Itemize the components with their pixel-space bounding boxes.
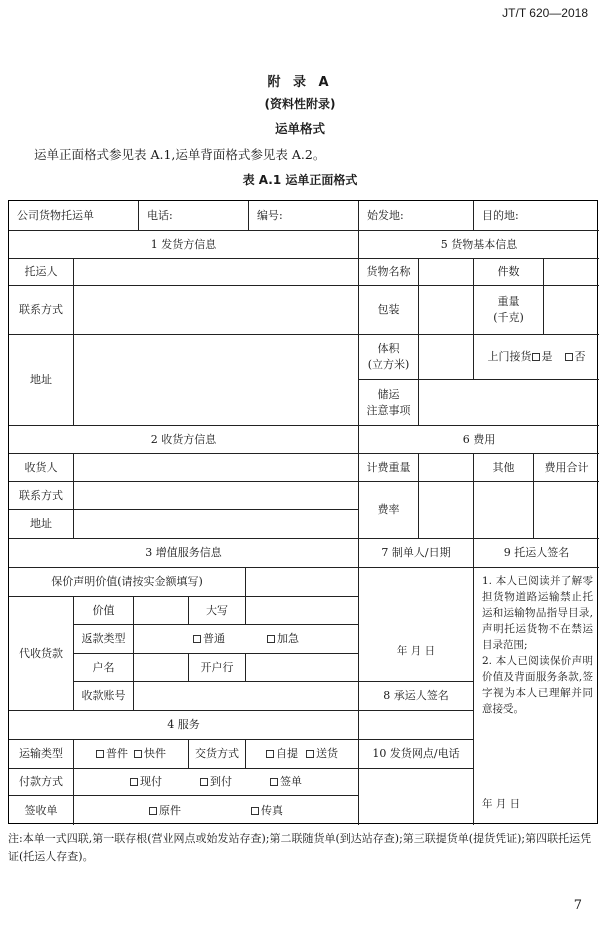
account-name-field[interactable] xyxy=(134,654,189,682)
section-shipper-signature: 9 托运人签名 xyxy=(474,539,599,568)
weight-field[interactable] xyxy=(544,286,599,335)
pickup-no-option[interactable] xyxy=(565,349,586,365)
checkbox-icon[interactable] xyxy=(130,778,138,786)
declaration-2: 2. 本人已阅读保价声明价值及背面服务条款,签字视为本人已理解并同意接受。 xyxy=(482,654,593,715)
section-value-added: 3 增值服务信息 xyxy=(9,539,359,568)
account-no-field[interactable] xyxy=(134,682,359,711)
cash-label: 现付 xyxy=(140,775,162,789)
phone-cell[interactable]: 电话: xyxy=(139,201,249,231)
insured-value-label: 保价声明价值(请按实金额填写) xyxy=(9,568,246,597)
weight-unit: (千克) xyxy=(493,311,524,324)
shipper-label: 托运人 xyxy=(9,259,74,286)
checkbox-icon[interactable] xyxy=(532,353,540,361)
on-arrival-option[interactable] xyxy=(200,774,232,790)
refund-type-options xyxy=(134,625,359,654)
company-cell: 公司货物托运单 xyxy=(9,201,139,231)
rate-label: 费率 xyxy=(359,482,419,539)
standard-code: JT/T 620—2018 xyxy=(502,6,588,20)
packing-label: 包装 xyxy=(359,286,419,335)
checkbox-icon[interactable] xyxy=(266,750,274,758)
goods-name-field[interactable] xyxy=(419,259,474,286)
home-delivery-label: 送货 xyxy=(316,747,338,761)
refund-type-label: 返款类型 xyxy=(74,625,134,654)
table-caption: 表 A.1 运单正面格式 xyxy=(242,173,358,187)
chargeable-weight-field[interactable] xyxy=(419,454,474,482)
packing-field[interactable] xyxy=(419,286,474,335)
receipt-options xyxy=(74,796,359,825)
origin-cell[interactable]: 始发地: xyxy=(359,201,474,231)
carrier-signature-field[interactable] xyxy=(359,711,474,740)
checkbox-icon[interactable] xyxy=(267,635,275,643)
delivery-method-options xyxy=(246,740,359,769)
consignee-address-field[interactable] xyxy=(74,510,359,539)
checkbox-icon[interactable] xyxy=(96,750,104,758)
page-number: 7 xyxy=(573,898,582,913)
cod-value-field[interactable] xyxy=(134,597,189,625)
account-name-label: 户名 xyxy=(74,654,134,682)
waybill-form-table xyxy=(8,200,598,824)
weight-text: 重量 xyxy=(497,295,520,309)
chargeable-weight-label: 计费重量 xyxy=(359,454,419,482)
transport-type-label: 运输类型 xyxy=(9,740,74,769)
express-label: 快件 xyxy=(144,747,166,761)
weight-label xyxy=(474,286,544,335)
cod-capital-field[interactable] xyxy=(246,597,359,625)
preparer-date-field[interactable]: 年 月 日 xyxy=(359,568,474,682)
shipper-field[interactable] xyxy=(74,259,359,286)
total-fee-label: 费用合计 xyxy=(534,454,599,482)
shipper-address-field[interactable] xyxy=(74,335,359,426)
checkbox-icon[interactable] xyxy=(306,750,314,758)
original-label: 原件 xyxy=(159,803,181,817)
checkbox-icon[interactable] xyxy=(200,778,208,786)
ordinary-label: 普件 xyxy=(106,747,128,761)
volume-label xyxy=(359,335,419,380)
ordinary-option[interactable] xyxy=(96,746,128,762)
section-carrier-signature: 8 承运人签名 xyxy=(359,682,474,711)
pieces-label: 件数 xyxy=(474,259,544,286)
refund-normal-label: 普通 xyxy=(203,632,225,646)
checkbox-icon[interactable] xyxy=(270,778,278,786)
self-pickup-option[interactable] xyxy=(266,746,298,762)
monthly-label: 签单 xyxy=(280,775,302,789)
table-note: 注:本单一式四联,第一联存根(营业网点或始发站存查);第二联随货单(到达站存查);第三联提货单(提货凭证);第四联托运凭证(托运人存查)。 xyxy=(8,832,592,863)
goods-name-label: 货物名称 xyxy=(359,259,419,286)
storage-text: 储运 xyxy=(377,387,400,401)
appendix-name: 运单格式 xyxy=(274,121,325,136)
checkbox-icon[interactable] xyxy=(565,353,573,361)
fax-option[interactable] xyxy=(251,803,283,819)
pickup-yes-option[interactable] xyxy=(532,349,553,365)
volume-field[interactable] xyxy=(419,335,474,380)
original-option[interactable] xyxy=(149,803,181,819)
section-service: 4 服务 xyxy=(9,711,359,740)
on-arrival-label: 到付 xyxy=(210,775,232,789)
transport-type-options xyxy=(74,740,189,769)
cash-option[interactable] xyxy=(130,774,162,790)
section-consignee-info: 2 收货方信息 xyxy=(9,426,359,454)
storage-label xyxy=(359,380,419,426)
pieces-field[interactable] xyxy=(544,259,599,286)
total-fee-field[interactable] xyxy=(534,482,599,539)
dispatch-point-field[interactable] xyxy=(359,769,474,825)
bank-field[interactable] xyxy=(246,654,359,682)
consignee-address-label: 地址 xyxy=(9,510,74,539)
checkbox-icon[interactable] xyxy=(134,750,142,758)
storage-text-2: 注意事项 xyxy=(366,403,411,417)
consignee-contact-field[interactable] xyxy=(74,482,359,510)
pickup-no-label: 否 xyxy=(574,350,586,364)
destination-cell[interactable]: 目的地: xyxy=(474,201,599,231)
declaration-1: 1. 本人已阅读并了解零担货物道路运输禁止托运和运输物品指导目录,声明托运货物不在禁运目录范围; xyxy=(482,575,593,651)
consignee-label: 收货人 xyxy=(9,454,74,482)
refund-urgent-option[interactable] xyxy=(267,631,299,647)
pickup-cell xyxy=(474,335,599,380)
checkbox-icon[interactable] xyxy=(149,807,157,815)
number-cell[interactable]: 编号: xyxy=(249,201,359,231)
refund-normal-option[interactable] xyxy=(193,631,225,647)
intro-text: 运单正面格式参见表 A.1,运单背面格式参见表 A.2。 xyxy=(34,147,326,162)
express-option[interactable] xyxy=(134,746,166,762)
section-preparer-date: 7 制单人/日期 xyxy=(359,539,474,568)
pickup-label: 上门接货 xyxy=(487,350,532,364)
consignee-contact-label: 联系方式 xyxy=(9,482,74,510)
refund-urgent-label: 加急 xyxy=(277,632,299,646)
bank-label: 开户行 xyxy=(189,654,246,682)
cod-capital-label: 大写 xyxy=(189,597,246,625)
storage-field[interactable] xyxy=(419,380,599,426)
monthly-option[interactable] xyxy=(270,774,302,790)
appendix-title: 附 录 A xyxy=(267,75,333,90)
cod-value-label: 价值 xyxy=(74,597,134,625)
other-field[interactable] xyxy=(474,482,534,539)
payment-options xyxy=(74,769,359,796)
receipt-label: 签收单 xyxy=(9,796,74,825)
section-shipper-info: 1 发货方信息 xyxy=(9,231,359,259)
fax-label: 传真 xyxy=(261,803,283,817)
section-goods-info: 5 货物基本信息 xyxy=(359,231,599,259)
shipper-declaration xyxy=(474,568,599,825)
pickup-yes-label: 是 xyxy=(541,350,553,364)
insured-value-field[interactable] xyxy=(246,568,359,597)
appendix-type: (资料性附录) xyxy=(264,97,336,111)
payment-label: 付款方式 xyxy=(9,769,74,796)
section-fees: 6 费用 xyxy=(359,426,599,454)
cod-label: 代收货款 xyxy=(9,597,74,711)
shipper-contact-field[interactable] xyxy=(74,286,359,335)
delivery-method-label: 交货方式 xyxy=(189,740,246,769)
home-delivery-option[interactable] xyxy=(306,746,338,762)
volume-unit: (立方米) xyxy=(367,358,410,371)
shipper-address-label: 地址 xyxy=(9,335,74,426)
checkbox-icon[interactable] xyxy=(193,635,201,643)
section-dispatch-point: 10 发货网点/电话 xyxy=(359,740,474,769)
rate-field[interactable] xyxy=(419,482,474,539)
checkbox-icon[interactable] xyxy=(251,807,259,815)
sign-date[interactable]: 年 月 日 xyxy=(482,798,521,811)
shipper-contact-label: 联系方式 xyxy=(9,286,74,335)
account-no-label: 收款账号 xyxy=(74,682,134,711)
volume-text: 体积 xyxy=(377,342,400,356)
consignee-field[interactable] xyxy=(74,454,359,482)
other-label: 其他 xyxy=(474,454,534,482)
self-pickup-label: 自提 xyxy=(276,747,298,761)
